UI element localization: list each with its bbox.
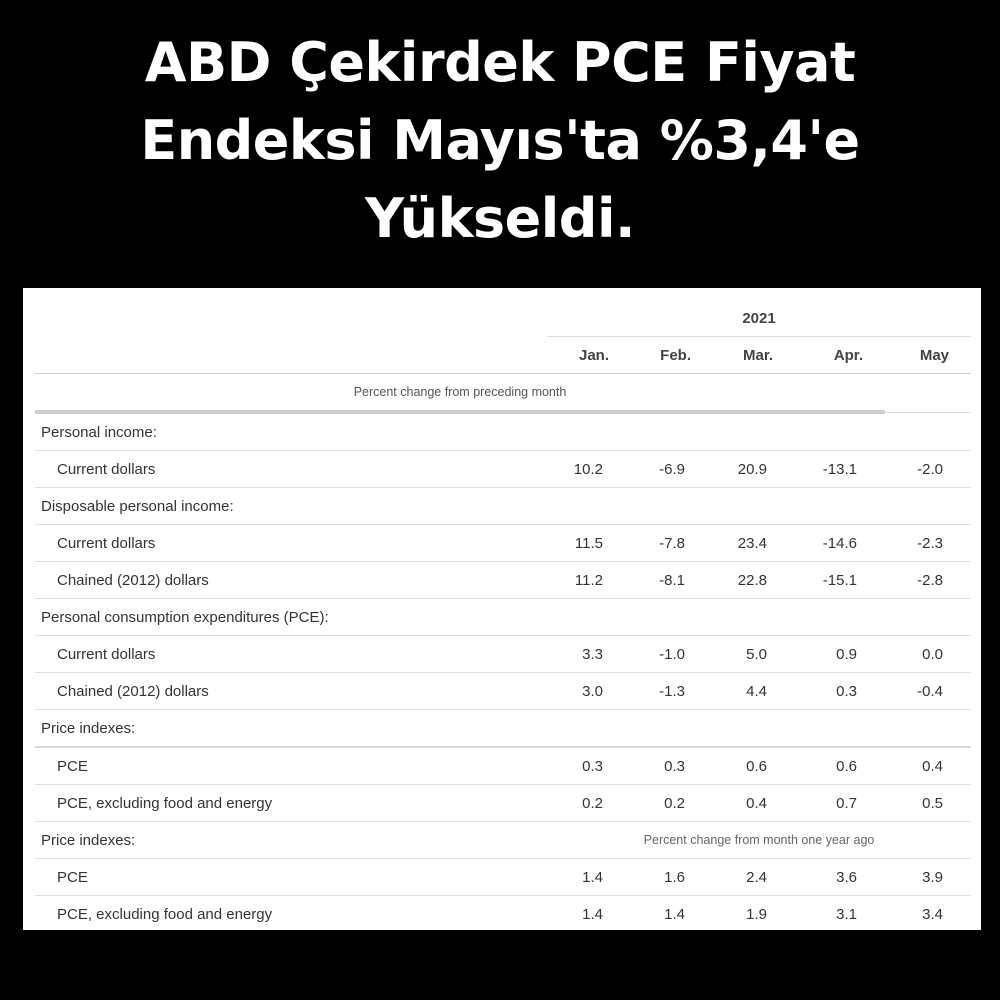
section-header-row	[35, 488, 971, 525]
table-cell: 3.9	[885, 859, 971, 896]
table-cell: -1.0	[631, 636, 713, 673]
row-label: PCE, excluding food and energy	[57, 905, 273, 923]
table-cell: 3.6	[795, 859, 885, 896]
table-row	[35, 747, 971, 785]
section-label: Personal consumption expenditures (PCE):	[35, 599, 547, 636]
table-cell: 11.2	[547, 562, 631, 599]
table-cell: 0.3	[631, 747, 713, 785]
table-row	[35, 525, 971, 562]
section-label: Price indexes:	[35, 822, 547, 859]
data-table-panel	[23, 288, 981, 930]
table-cell: 0.4	[885, 747, 971, 785]
table-cell: -1.3	[631, 673, 713, 710]
table-cell: 0.7	[795, 785, 885, 822]
table-cell: -7.8	[631, 525, 713, 562]
section-header-row	[35, 822, 971, 859]
row-label: Current dollars	[35, 525, 547, 562]
table-cell: 0.6	[795, 747, 885, 785]
table-cell: 3.3	[547, 636, 631, 673]
table-cell: 0.9	[795, 636, 885, 673]
year-header-row	[35, 300, 971, 337]
table-cell: -2.0	[885, 451, 971, 488]
table-cell: 2.4	[713, 859, 795, 896]
headline: ABD Çekirdek PCE Fiyat Endeksi Mayıs'ta %3,4'e Yükseldi.	[140, 31, 860, 250]
table-cell: -0.4	[885, 673, 971, 710]
table-cell: 1.4	[547, 859, 631, 896]
table-cell: -2.3	[885, 525, 971, 562]
table-row	[35, 859, 971, 896]
table-cell: -15.1	[795, 562, 885, 599]
section-label: Personal income:	[35, 412, 547, 451]
table-row	[35, 636, 971, 673]
month-header: May	[885, 337, 971, 374]
month-header-row	[35, 337, 971, 374]
month-header: Mar.	[713, 337, 795, 374]
table-cell: 0.5	[885, 785, 971, 822]
table-cell: 10.2	[547, 451, 631, 488]
row-label: PCE, excluding food and energy	[35, 785, 547, 822]
table-cell: 0.2	[631, 785, 713, 822]
table-cell: 4.4	[713, 673, 795, 710]
table-row	[35, 785, 971, 822]
table-cell: 3.4	[922, 905, 944, 923]
pce-table	[35, 300, 971, 932]
table-cell: 3.0	[547, 673, 631, 710]
row-label: Current dollars	[35, 451, 547, 488]
section-header-row	[35, 599, 971, 636]
table-cell: -13.1	[795, 451, 885, 488]
row-label: PCE	[35, 747, 547, 785]
section-label: Price indexes:	[35, 710, 547, 748]
year-header: 2021	[547, 300, 971, 337]
table-cell: 22.8	[713, 562, 795, 599]
table-cell: -6.9	[631, 451, 713, 488]
row-label: Current dollars	[35, 636, 547, 673]
table-cell: 0.2	[547, 785, 631, 822]
table-cell: 1.4	[664, 905, 685, 923]
table-cell: 0.3	[547, 747, 631, 785]
table-cell: 0.0	[885, 636, 971, 673]
table-cell: 0.4	[713, 785, 795, 822]
row-label: PCE	[35, 859, 547, 896]
subheader-mom: Percent change from preceding month	[35, 374, 885, 413]
table-cell: 3.1	[836, 905, 857, 923]
section-header-row	[35, 412, 971, 451]
table-cell: -8.1	[631, 562, 713, 599]
table-cell: 11.5	[547, 525, 631, 562]
row-label: Chained (2012) dollars	[35, 673, 547, 710]
table-row	[35, 451, 971, 488]
table-cell: -14.6	[795, 525, 885, 562]
section-header-row	[35, 710, 971, 748]
table-cell: 0.3	[795, 673, 885, 710]
month-header: Jan.	[547, 337, 631, 374]
month-header: Feb.	[631, 337, 713, 374]
table-cell: 20.9	[713, 451, 795, 488]
table-row	[35, 673, 971, 710]
section-label: Disposable personal income:	[35, 488, 547, 525]
table-cell: 5.0	[713, 636, 795, 673]
table-cell: 0.6	[713, 747, 795, 785]
table-cell: 1.9	[746, 905, 767, 923]
table-row	[35, 896, 971, 933]
month-header: Apr.	[795, 337, 885, 374]
table-cell: 1.6	[631, 859, 713, 896]
row-label: Chained (2012) dollars	[35, 562, 547, 599]
table-cell: 23.4	[713, 525, 795, 562]
table-cell: 1.4	[582, 905, 603, 923]
subheader-row	[35, 374, 971, 413]
table-cell: -2.8	[885, 562, 971, 599]
table-row	[35, 562, 971, 599]
yoy-note: Percent change from month one year ago	[547, 822, 971, 859]
